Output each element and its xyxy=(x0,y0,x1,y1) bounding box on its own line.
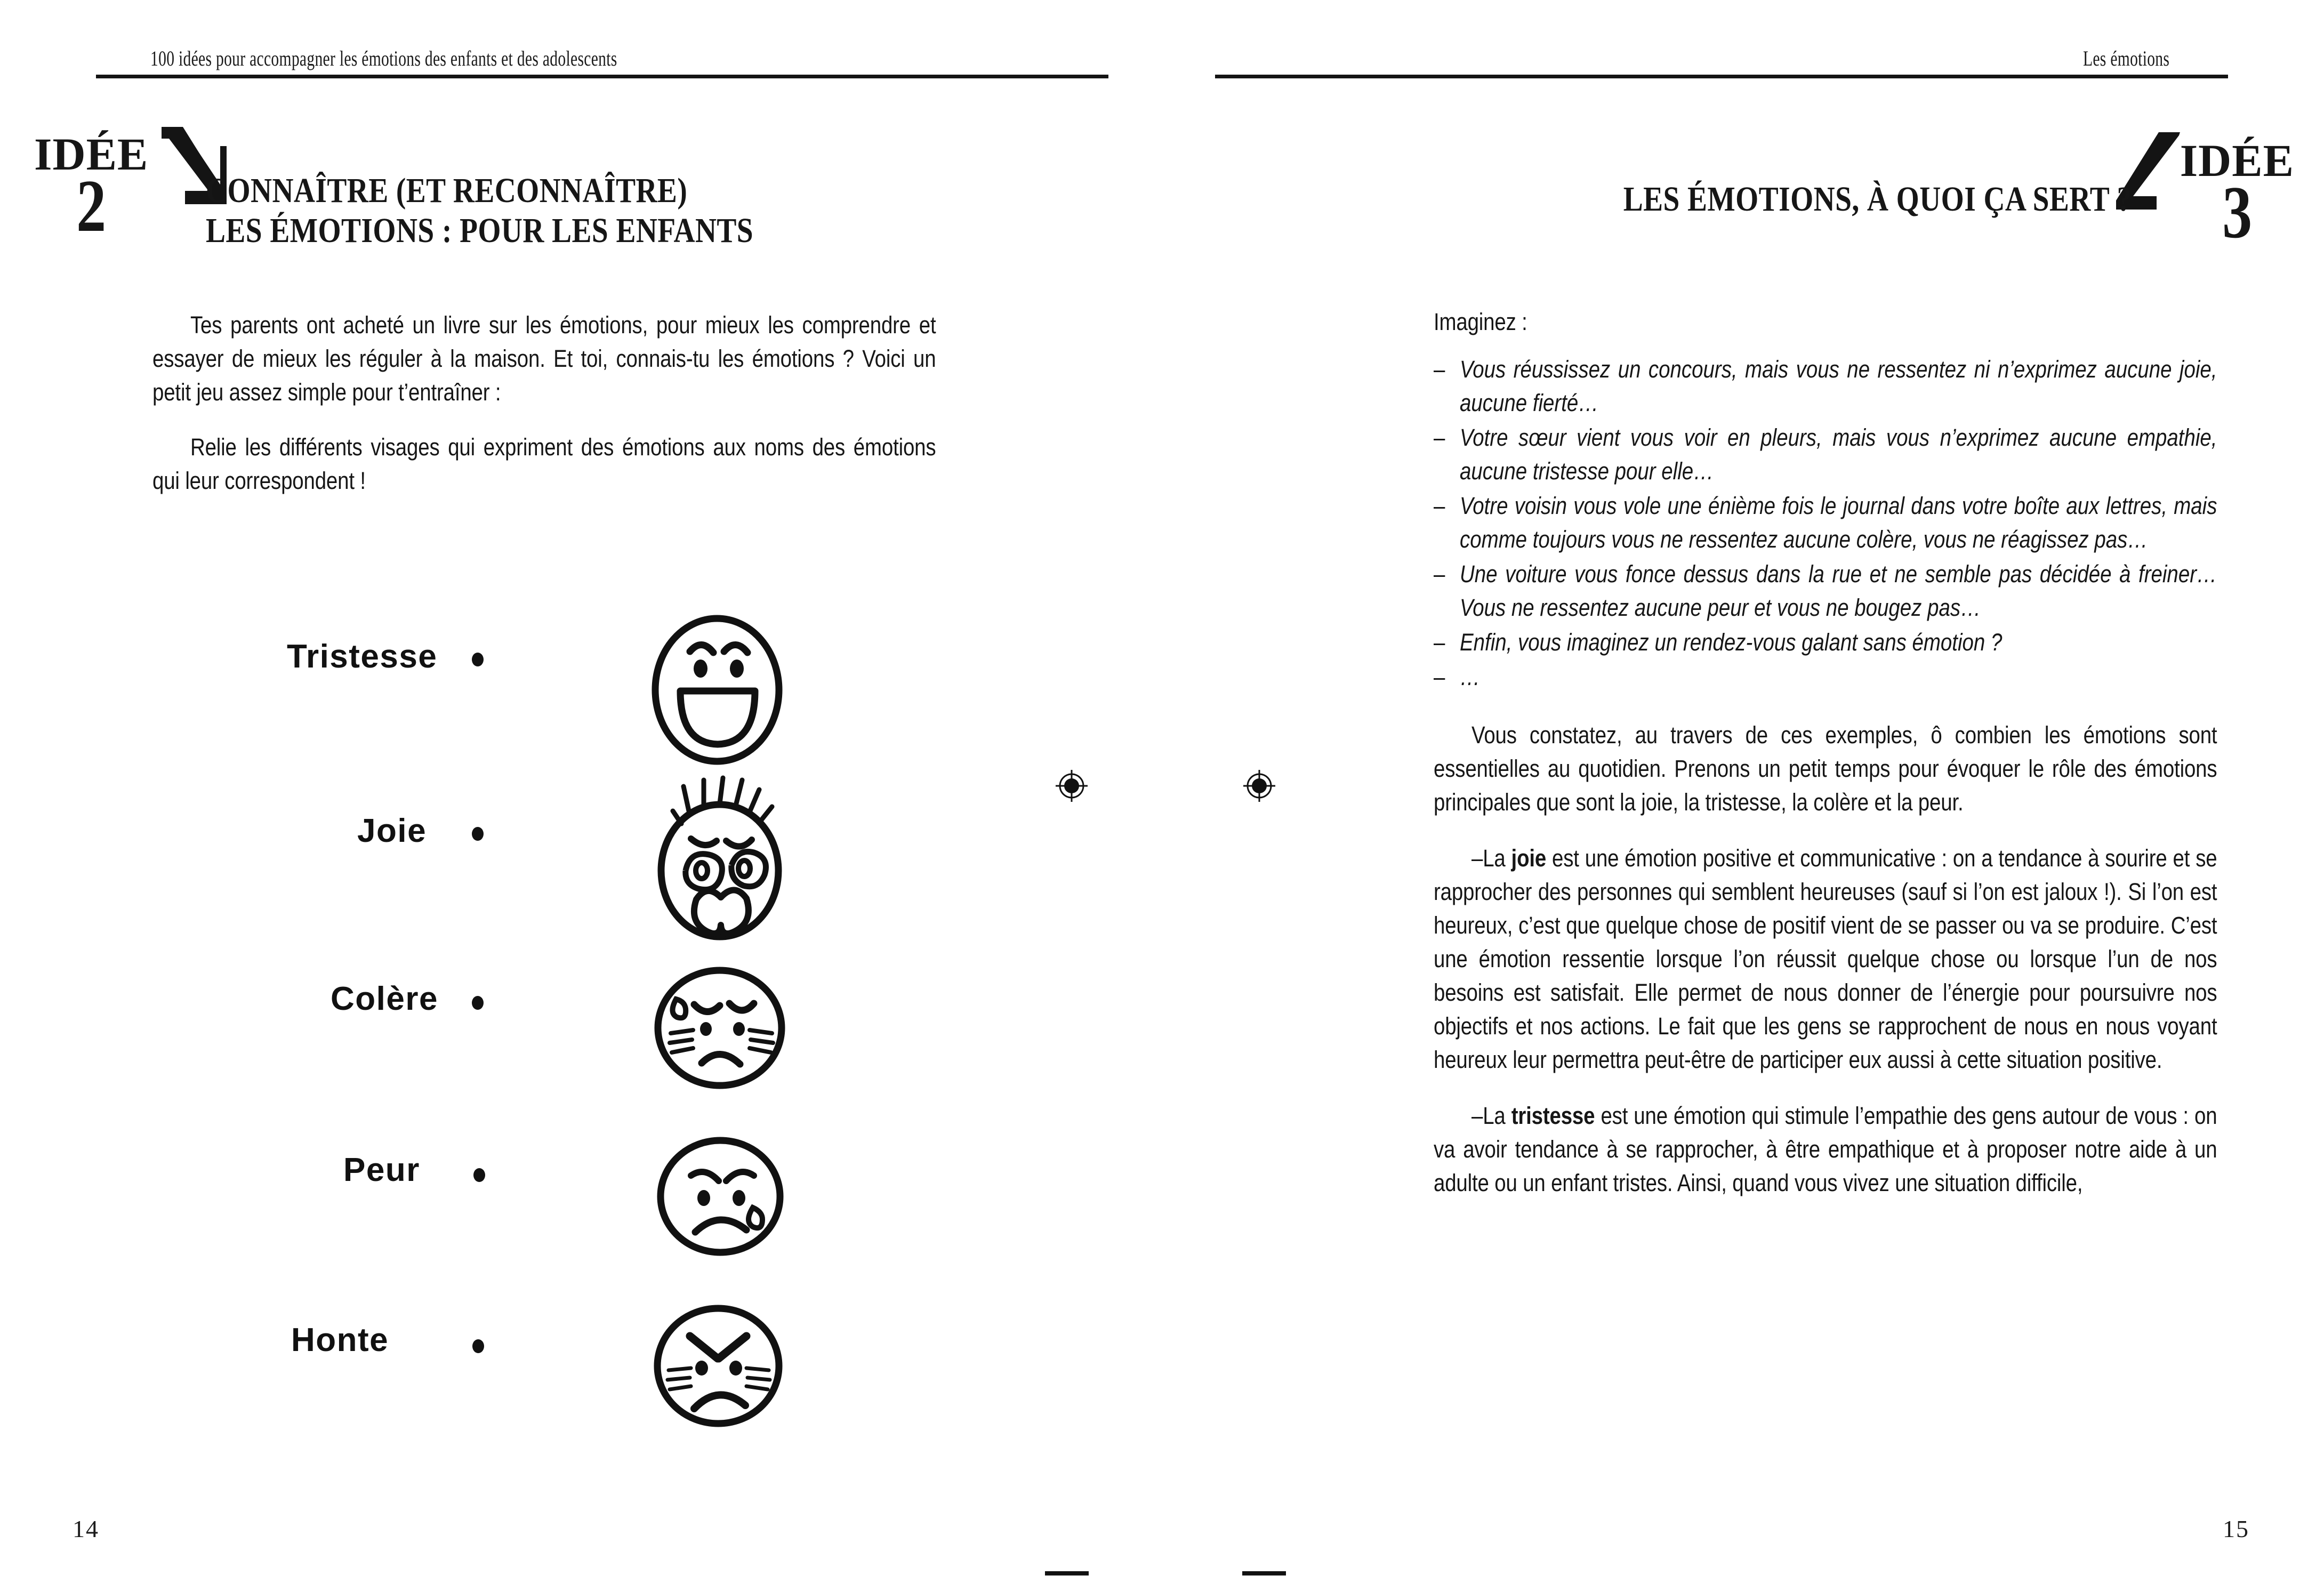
chapter-title-right xyxy=(1623,179,2132,219)
chapter-title-left xyxy=(206,171,753,251)
ashamed-face xyxy=(650,964,789,1092)
entry-joie xyxy=(1434,841,2217,1076)
entry-dash: – xyxy=(1471,845,1483,872)
trim-bar-mark xyxy=(1242,1571,1286,1575)
folio-right: 15 xyxy=(2223,1515,2249,1542)
list-item xyxy=(1434,489,2217,556)
list-item xyxy=(1434,625,2217,659)
header-rule-right xyxy=(1215,75,2228,78)
exercise-row xyxy=(277,613,906,784)
bullet-dash: – xyxy=(1434,629,1445,656)
running-head-left: 100 idées pour accompagner les émotions des enfants et des adolescents xyxy=(150,46,617,70)
bullet-dash: – xyxy=(1434,424,1445,451)
list-item-text: Enfin, vous imaginez un rendez-vous galant sans émotion ? xyxy=(1460,629,2003,656)
list-item-text: Votre sœur vient vous voir en pleurs, mais vous n’exprimez aucune empathie, aucune tristesse pour elle… xyxy=(1460,424,2217,485)
left-paragraph-2: Relie les différents visages qui expriment des émotions aux noms des émotions qui leur correspondent ! xyxy=(152,433,936,494)
connector-dot-joie[interactable] xyxy=(472,827,484,841)
bullet-dash: – xyxy=(1434,492,1445,519)
emotion-word-peur: Peur xyxy=(343,1152,420,1188)
bullet-dash: – xyxy=(1434,356,1445,383)
idea-number-left: 2 xyxy=(76,165,107,248)
imaginez-intro: Imaginez : xyxy=(1434,308,1527,335)
list-item xyxy=(1434,421,2217,488)
bullet-dash: – xyxy=(1434,560,1445,588)
emotion-word-colere: Colère xyxy=(331,980,438,1017)
chapter-title-left-line2: LES ÉMOTIONS : POUR LES ENFANTS xyxy=(206,211,754,251)
list-item-text: Une voiture vous fonce dessus dans la rue et ne semble pas décidée à freiner… Vous ne ressentez aucune peur et vous ne bougez pas… xyxy=(1460,560,2217,621)
scared-face xyxy=(645,766,794,942)
idea-label-right: IDÉE xyxy=(2180,135,2294,186)
matching-exercise xyxy=(277,613,906,1469)
idea-label-left: IDÉE xyxy=(34,128,149,180)
connector-dot-tristesse[interactable] xyxy=(472,653,484,666)
connector-dot-peur[interactable] xyxy=(473,1168,485,1182)
list-item xyxy=(1434,660,2217,694)
folio-left: 14 xyxy=(73,1515,99,1542)
entry-tristesse xyxy=(1434,1099,2217,1200)
list-item xyxy=(1434,557,2217,624)
sad-face xyxy=(654,1135,787,1258)
exercise-row xyxy=(277,1127,906,1298)
imaginez-bullet-list xyxy=(1434,352,2217,694)
left-body-column xyxy=(152,308,936,497)
list-item-text: Votre voisin vous vole une énième fois le journal dans votre boîte aux lettres, mais comme toujours vous ne ressentez aucune colère, vous ne réagissez pas… xyxy=(1460,492,2217,553)
header-rule-left xyxy=(96,75,1108,78)
entry-rest: est une émotion positive et communicative : on a tendance à sourire et se rapprocher des personnes qui semblent heureuses (sauf si l’on est jaloux !). Si l’on est heureux, c’est que quelque chose de positif vient de se passer ou va se produire. C’est une émotion ressentie lorsque l’on réussit quelque chose ou lorsque l’un de nos besoins est satisfait. Elle permet de nous donner de l’énergie pour poursuivre nos objectifs et nos actions. Le fait que les gens se rapprochent de nous en nous voyant heureux leur permettra peut-être de participer eux aussi à cette situation positive. xyxy=(1434,845,2217,1073)
idea-number-right: 3 xyxy=(2222,171,2252,254)
chapter-title-left-line1: CONNAÎTRE (ET RECONNAÎTRE) xyxy=(206,171,688,210)
right-paragraph-constatez: Vous constatez, au travers de ces exemples, ô combien les émotions sont essentielles au quotidien. Prenons un petit temps pour évoquer le rôle des émotions principales que sont la joie, la tristesse, la colère et la peur. xyxy=(1434,721,2217,816)
list-item-text: Vous réussissez un concours, mais vous ne ressentez ni n’exprimez aucune joie, aucune fierté… xyxy=(1460,356,2217,416)
entry-term-joie: joie xyxy=(1511,845,1547,872)
entry-lead: La xyxy=(1483,1102,1511,1129)
exercise-row xyxy=(277,1298,906,1469)
entry-rest: est une émotion qui stimule l’empathie des gens autour de vous : on va avoir tendance à se rapprocher, à être empathique et à proposer notre aide à un adulte ou un enfant tristes. Ainsi, quand vous vivez une situation difficile, xyxy=(1434,1102,2217,1196)
emotion-word-honte: Honte xyxy=(291,1322,389,1358)
registration-mark-icon xyxy=(1242,769,1276,803)
running-head-right: Les émotions xyxy=(2082,46,2169,70)
left-paragraph-1: Tes parents ont acheté un livre sur les émotions, pour mieux les comprendre et essayer de mieux les réguler à la maison. Et toi, connais-tu les émotions ? Voici un petit jeu assez simple pour t’entraîner : xyxy=(152,311,936,406)
happy-face xyxy=(645,610,789,770)
entry-lead: La xyxy=(1483,845,1511,872)
list-item xyxy=(1434,352,2217,420)
angry-face xyxy=(650,1303,786,1428)
right-body-column xyxy=(1434,305,2217,1200)
chapter-title-right-line1: LES ÉMOTIONS, À QUOI ÇA SERT ? xyxy=(1623,180,2132,219)
right-page xyxy=(1162,0,2324,1576)
emotion-word-joie: Joie xyxy=(357,813,427,849)
bullet-dash: – xyxy=(1434,663,1445,690)
list-item-text: … xyxy=(1460,663,1481,690)
emotion-word-tristesse: Tristesse xyxy=(287,638,438,675)
entry-term-tristesse: tristesse xyxy=(1511,1102,1595,1129)
connector-dot-colere[interactable] xyxy=(472,996,484,1010)
registration-mark-icon xyxy=(1055,769,1089,803)
idea-badge-left xyxy=(34,128,149,248)
exercise-row xyxy=(277,784,906,955)
trim-bar-mark xyxy=(1045,1571,1089,1575)
exercise-row xyxy=(277,955,906,1127)
connector-dot-honte[interactable] xyxy=(472,1339,484,1353)
idea-badge-right xyxy=(2180,135,2294,254)
entry-dash: – xyxy=(1471,1102,1483,1129)
